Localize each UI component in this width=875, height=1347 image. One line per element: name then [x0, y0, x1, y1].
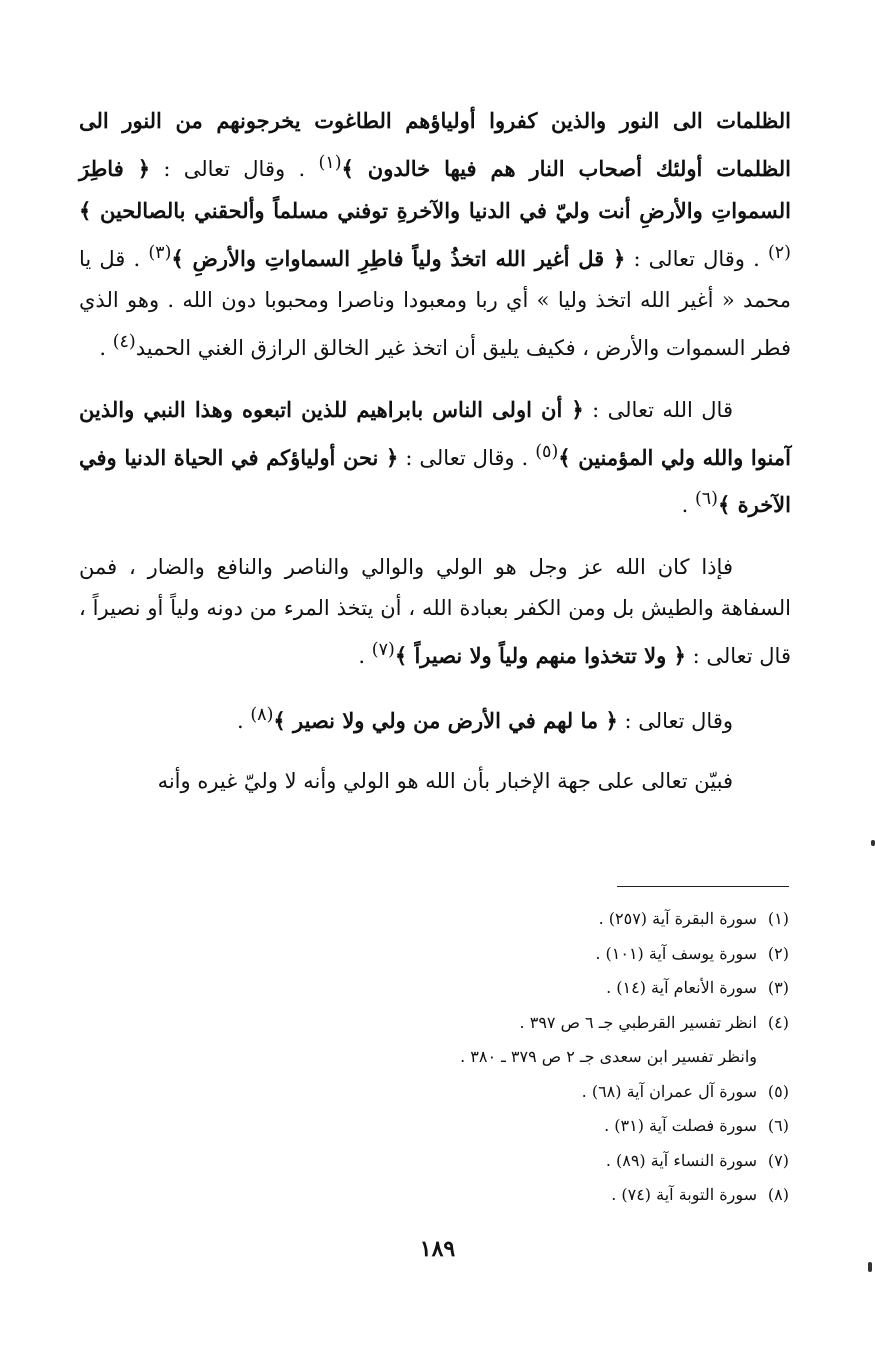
footnote-item	[229, 1144, 789, 1179]
paragraph-1	[79, 100, 791, 369]
footnote-item	[229, 1006, 789, 1041]
quran-quote: ﴿ أن اولى الناس بابراهيم للذين اتبعوه وهذا النبي والذين آمنوا والله ولي المؤمنين ﴾	[79, 397, 791, 470]
quran-quote: ﴿ قل أغير الله اتخذُ ولياً فاطِرِ السماواتِ والأرضِ ﴾	[171, 245, 626, 271]
main-text	[79, 100, 791, 802]
quran-quote: ﴿ نحن أولياؤكم في الحياة الدنيا وفي الآخرة ﴾	[79, 444, 791, 517]
footnote-ref: (٣)	[148, 242, 172, 263]
footnote-ref: (٢)	[767, 242, 791, 263]
footnote-text: وانظر تفسير ابن سعدى جـ ٢ ص ٣٧٩ ـ ٣٨٠ .	[460, 1047, 757, 1066]
footnote-number: (١)	[767, 909, 789, 928]
footnote-number: (٧)	[767, 1150, 789, 1170]
paragraph-3	[79, 547, 791, 678]
footnote-item	[229, 1178, 789, 1213]
paragraph-4	[79, 695, 791, 743]
footnote-ref: (٦)	[694, 489, 718, 509]
footnote-text: سورة آل عمران آية (٦٨) .	[581, 1081, 757, 1101]
scan-speck	[868, 1262, 872, 1272]
page-number: ١٨٩	[419, 1236, 456, 1262]
footnote-text: سورة الأنعام آية (١٤) .	[606, 978, 757, 997]
text-span: قال الله تعالى :	[583, 398, 733, 422]
footnote-ref: (٧)	[371, 639, 395, 660]
quran-quote: ﴿ ما لهم في الأرض من ولي ولا نصير ﴾	[273, 708, 618, 733]
footnote-text: سورة فصلت آية (٣١) .	[604, 1116, 757, 1135]
footnote-ref: (٤)	[112, 331, 136, 352]
text-span: . وقال تعالى :	[398, 445, 536, 470]
footnote-ref: (٥)	[535, 441, 559, 462]
text-span: .	[358, 643, 372, 668]
footnote-number: (٤)	[767, 1012, 789, 1032]
quran-quote: الظلمات الى النور والذين كفروا أولياؤهم الطاغوت يخرجونهم من النور الى الظلمات أولئك أصحاب النار هم فيها خالدون ﴾	[79, 108, 791, 181]
footnote-number: (٣)	[767, 978, 789, 997]
text-span: .	[681, 493, 695, 517]
footnote-text: سورة البقرة آية (٢٥٧) .	[598, 909, 757, 928]
text-span: .	[236, 709, 251, 733]
footnote-number: (٥)	[767, 1081, 789, 1101]
text-span: . وقال تعالى :	[150, 156, 319, 181]
text-span: فبيّن تعالى على جهة الإخبار بأن الله هو الولي وأنه لا وليّ غيره وأنه	[157, 768, 733, 793]
paragraph-2	[79, 389, 791, 527]
text-span: وقال تعالى :	[617, 709, 733, 733]
text-span: فإذا كان الله عز وجل هو الولي والوالي والناصر والنافع والضار ، فمن السفاهة والطيش بل ومن الكفر بعبادة الله ، أن يتخذ المرء من دونه ولياً أو نصيراً ، قال تعالى :	[79, 554, 791, 668]
footnote-number: (٨)	[767, 1185, 789, 1204]
footnote-item	[229, 902, 789, 937]
footnote-text: سورة النساء آية (٨٩) .	[605, 1150, 757, 1170]
footnote-item	[229, 1075, 789, 1110]
paragraph-5	[79, 761, 791, 803]
text-span: .	[99, 335, 113, 360]
footnotes	[229, 902, 789, 1213]
footnote-ref: (٨)	[250, 705, 274, 725]
footnote-item	[229, 1040, 789, 1075]
footnote-item	[229, 971, 789, 1006]
footnote-ref: (١)	[318, 152, 342, 173]
footnote-separator	[617, 886, 789, 887]
footnote-text: سورة يوسف آية (١٠١) .	[595, 943, 757, 963]
footnote-item	[229, 937, 789, 972]
footnote-text: سورة التوبة آية (٧٤) .	[611, 1185, 757, 1204]
footnote-item	[229, 1109, 789, 1144]
text-span: . قل يا محمد « أغير الله اتخذ وليا » أي ربا ومعبودا وناصرا ومحبوبا دون الله . وهو الذي فطر السموات والأرض ، فكيف يليق أن اتخذ غير الخالق الرازق الغني الحميد	[79, 246, 791, 360]
footnote-number: (٢)	[767, 943, 789, 963]
quran-quote: ﴿ ولا تتخذوا منهم ولياً ولا نصيراً ﴾	[394, 642, 686, 668]
text-span: . وقال تعالى :	[625, 246, 768, 271]
scan-speck	[871, 840, 875, 846]
footnote-number: (٦)	[767, 1116, 789, 1135]
quran-quote: ﴿ فاطِرَ السمواتِ والأرضِ أنت وليّ في الدنيا والآخرةِ توفني مسلماً وألحقني بالصالحين ﴾	[79, 155, 791, 223]
footnote-text: انظر تفسير القرطبي جـ ٦ ص ٣٩٧ .	[519, 1012, 757, 1032]
